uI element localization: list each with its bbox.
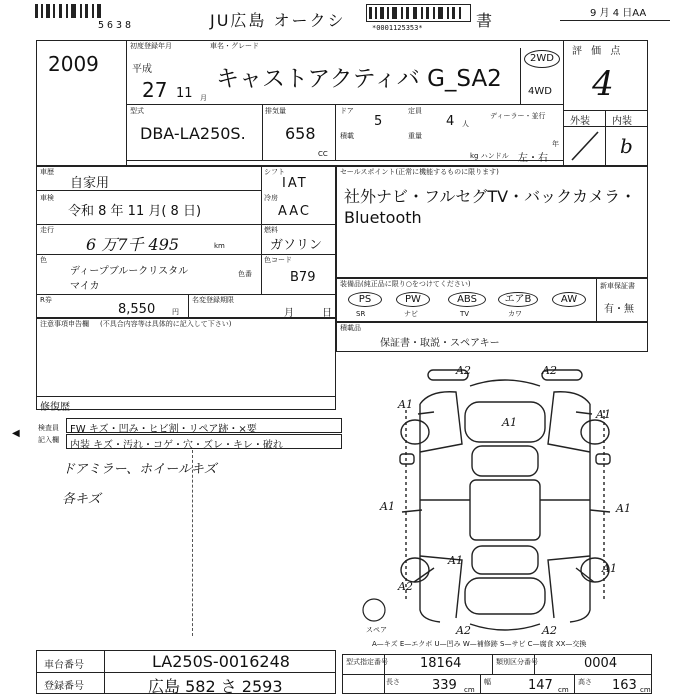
grade-label: 評 価 点 — [572, 46, 624, 57]
model-name: キャストアクティバ G_SA2 — [216, 66, 502, 92]
pointer-a1-mid-left — [402, 510, 422, 512]
car-damage-diagram — [360, 360, 650, 640]
new-car-label: 新車保証書 — [600, 282, 635, 290]
inspector-note-1: ドアミラー、ホイールキズ — [62, 462, 217, 477]
mark-a2-front-left: A2 — [456, 364, 471, 377]
color-label: 色 — [40, 256, 47, 264]
auction-name: JU広島 オークシ — [210, 11, 346, 30]
right-rear-fender — [548, 556, 590, 618]
weight-label: 重量 — [408, 132, 422, 140]
reg-month-unit: 月 — [200, 94, 207, 102]
name-change-month: 月 — [284, 308, 294, 319]
height-value: 163 — [612, 678, 637, 693]
history-label: 車歴 — [40, 168, 54, 176]
color-code-label: 色コード — [264, 256, 292, 264]
equip-abs: ABS — [448, 292, 486, 307]
equip-navi: ナビ — [404, 310, 418, 318]
handle-value: 左・右 — [518, 153, 548, 164]
notes-label: 注意事項申告欄 — [40, 320, 89, 328]
color-code: B79 — [290, 270, 316, 285]
header-serial: 5638 — [98, 20, 135, 31]
capacity-label: 定員 — [408, 107, 422, 115]
model-no-label: 型式指定番号 — [346, 658, 388, 666]
era: 平成 — [132, 64, 152, 75]
auction-lot: *0001125353* — [372, 24, 423, 32]
exterior-label: 外装 — [570, 116, 590, 127]
name-change-label: 名変登録期限 — [192, 296, 234, 304]
mark-a1-fender-right: A1 — [596, 408, 611, 421]
type-label: 型式 — [130, 107, 144, 115]
equip-tv: TV — [460, 310, 470, 318]
inspector-arrow-icon: ◀ — [12, 428, 20, 439]
mileage-unit: km — [214, 242, 225, 250]
model-no-value: 18164 — [420, 656, 462, 671]
width-label: 幅 — [484, 678, 491, 686]
doors: 5 — [374, 114, 383, 129]
doors-label: ドア — [340, 107, 354, 115]
inspector-label-1: 検査員 — [38, 424, 59, 432]
front-windshield — [472, 446, 538, 476]
plate-value: 広島 582 さ 2593 — [148, 677, 283, 696]
chassis-value: LA250S-0016248 — [152, 652, 290, 671]
mark-a1-side-right: A1 — [616, 502, 631, 515]
spare-label: スペア — [366, 626, 387, 634]
reg-month: 11 — [176, 86, 193, 101]
pointer-a2-rear-right — [576, 568, 594, 582]
header-date: 9 月 4 日AA — [590, 8, 647, 19]
year: 2009 — [48, 52, 99, 76]
shift-label: シフト — [264, 168, 285, 176]
mark-a1-fender-left: A1 — [398, 398, 413, 411]
handle-label: kg ハンドル — [470, 152, 509, 160]
left-front-fender — [420, 392, 462, 452]
repair-label: 修復歴 — [40, 402, 70, 413]
equip-leather: カワ — [508, 310, 522, 318]
capacity-unit: 人 — [462, 120, 469, 128]
mark-a2-rear-bumper-left: A2 — [456, 624, 471, 637]
displacement: 658 — [285, 124, 316, 143]
mark-a2-rear-left: A2 — [398, 580, 413, 593]
recycle-unit: 円 — [172, 308, 179, 316]
equip-aw: AW — [552, 292, 586, 307]
spare-tire-icon — [360, 598, 390, 626]
drive-4wd: 4WD — [528, 86, 552, 97]
mark-a1-hood: A1 — [502, 416, 517, 429]
right-body-side — [570, 404, 590, 622]
new-car-value: 有・無 — [604, 304, 634, 315]
inspection-label: 車検 — [40, 194, 54, 202]
inspector-note-2: 各キズ — [62, 492, 101, 507]
sales-line-2: Bluetooth — [344, 208, 422, 227]
left-mirror — [400, 454, 414, 464]
displacement-label: 排気量 — [265, 107, 286, 115]
type-code: DBA-LA250S. — [140, 124, 246, 143]
aircon-value: AAC — [278, 204, 311, 219]
mileage-value: 6 万7千 495 — [86, 235, 180, 254]
sales-label: セールスポイント(正常に機能するものに限ります) — [340, 168, 499, 176]
color-value-1: ディープブルークリスタル — [70, 266, 189, 277]
equip-ps: PS — [348, 292, 382, 307]
inspector-label-2: 記入欄 — [38, 436, 59, 444]
dealer-label: ディーラー・並行 — [490, 112, 546, 120]
reg-year: 27 — [142, 78, 168, 102]
name-label: 車名・グレード — [210, 42, 259, 50]
class-no-value: 0004 — [584, 656, 618, 671]
fuel-value: ガソリン — [270, 238, 323, 253]
inspector-row-1-text: FW キズ・凹み・ヒビ割・リペア跡・×要 — [70, 424, 257, 435]
load-label: 積載 — [340, 132, 354, 140]
length-label: 長さ — [386, 678, 400, 686]
sales-line-1: 社外ナビ・フルセグTV・バックカメラ・ — [344, 187, 637, 206]
plate-label: 登録番号 — [44, 681, 84, 692]
left-front-wheel — [401, 420, 429, 444]
length-unit: cm — [464, 686, 475, 694]
notes-sub: (不具合内容等は具体的に記入して下さい) — [100, 320, 232, 328]
rear-bumper-outline — [470, 624, 540, 630]
accessories-label: 積載品 — [340, 324, 361, 332]
mileage-label: 走行 — [40, 226, 54, 234]
capacity: 4 — [446, 114, 455, 129]
grade-value: 4 — [592, 64, 614, 104]
aircon-label: 冷房 — [264, 194, 278, 202]
equipment-label: 装備品(純正品に限り○をつけてください) — [340, 280, 471, 288]
year-unit: 年 — [552, 140, 559, 148]
height-label: 高さ — [578, 678, 592, 686]
mark-a2-front-right: A2 — [542, 364, 557, 377]
inspection-value: 令和 8 年 11 月( 8 日) — [68, 204, 202, 219]
color-value-2: マイカ — [70, 281, 100, 292]
color-no-label: 色番 — [238, 270, 252, 278]
front-bumper-outline — [470, 380, 540, 386]
mark-a1-side-left: A1 — [380, 500, 395, 513]
cc-unit: CC — [318, 150, 328, 158]
interior-value: b — [620, 134, 633, 158]
header-barcode-left — [35, 4, 145, 18]
mark-a1-rear-right: A1 — [602, 562, 617, 575]
diagram-legend: A—キズ E—エクボ U—凹み W—補修跡 S—サビ C—腐食 XX—交換 — [372, 640, 587, 648]
length-value: 339 — [432, 678, 457, 693]
right-mirror — [596, 454, 610, 464]
chassis-label: 車台番号 — [44, 660, 84, 671]
right-front-wheel — [581, 420, 609, 444]
right-front-fender — [548, 392, 590, 452]
fuel-label: 燃料 — [264, 226, 278, 234]
equip-airbag: エアB — [498, 292, 538, 307]
interior-label: 内装 — [612, 116, 632, 127]
class-no-label: 類別区分番号 — [496, 658, 538, 666]
width-value: 147 — [528, 678, 553, 693]
equip-pw: PW — [396, 292, 430, 307]
left-body-side — [420, 404, 440, 622]
exterior-slash-mark — [566, 128, 604, 164]
drive-2wd: 2WD — [524, 50, 560, 68]
history-value: 自家用 — [70, 176, 110, 191]
auction-suffix: 書 — [476, 11, 493, 30]
roof-panel — [470, 480, 540, 540]
shift-value: IAT — [282, 176, 308, 191]
rear-window — [472, 546, 538, 574]
pointer-a1-mid-right — [590, 510, 610, 512]
width-unit: cm — [558, 686, 569, 694]
date-underline — [560, 20, 670, 21]
equip-sr: SR — [356, 310, 366, 318]
height-unit: cm — [640, 686, 651, 694]
recycle-value: 8,550 — [118, 302, 156, 317]
mark-a1-rear-left: A1 — [448, 554, 463, 567]
name-change-day: 日 — [322, 308, 332, 319]
left-rear-wheel — [401, 558, 429, 582]
inspector-row-2-text: 内装 キズ・汚れ・コゲ・穴・ズレ・キレ・破れ — [70, 440, 283, 451]
mark-a2-rear-bumper-right: A2 — [542, 624, 557, 637]
accessories-value: 保証書・取説・スペアキー — [380, 338, 500, 349]
recycle-label: R券 — [40, 296, 52, 304]
first-reg-label: 初度登録年月 — [130, 42, 172, 50]
header-barcode-right — [366, 4, 471, 22]
rear-hatch — [465, 578, 545, 614]
